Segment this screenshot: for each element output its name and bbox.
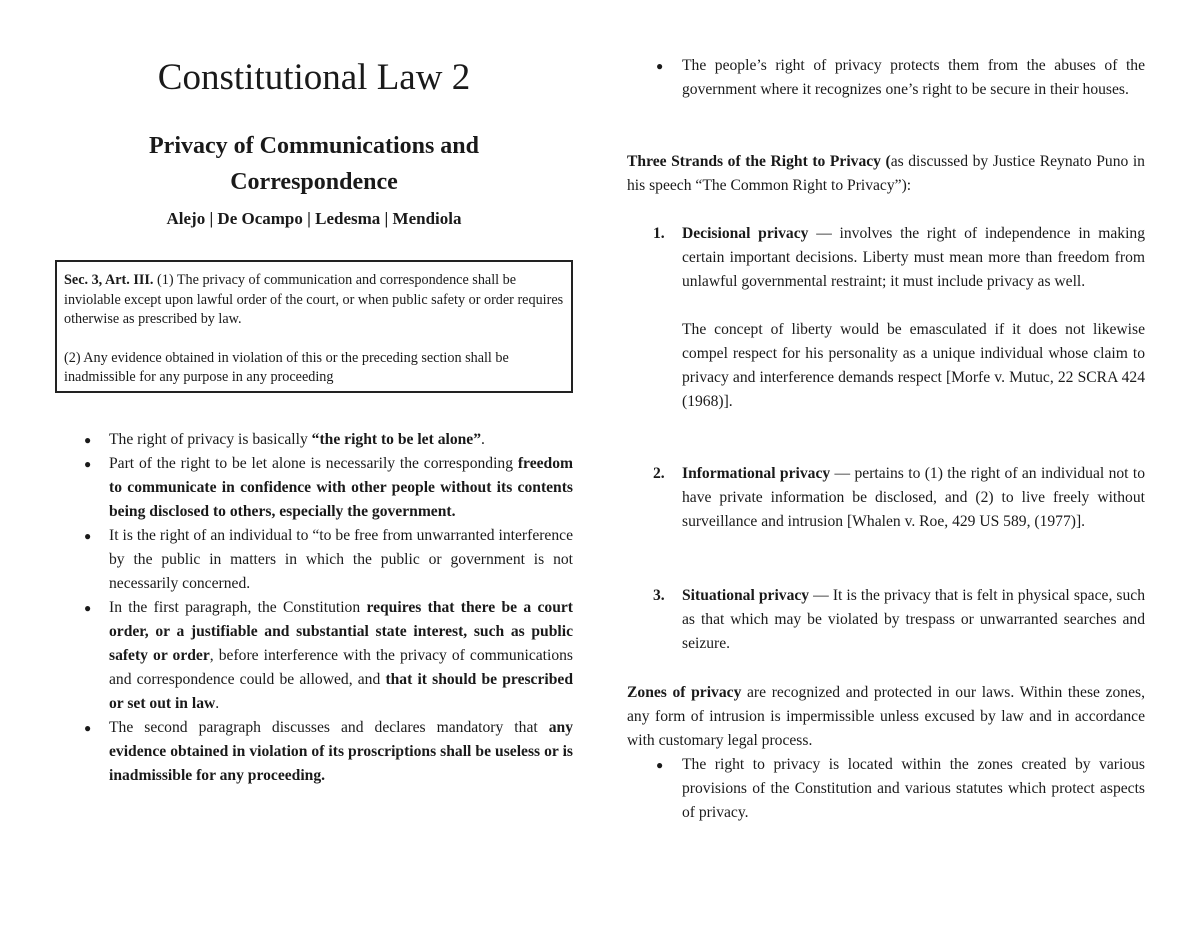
- bullet-text: The people’s right of privacy protects them from the abuses of the government where it recognizes one’s right to be secure in their houses.: [682, 57, 1145, 98]
- strand-informational: [627, 462, 1145, 534]
- bullet-dot-icon: ●: [84, 433, 92, 447]
- strand-decisional: [627, 222, 1145, 414]
- list-item: [55, 716, 573, 788]
- bullet-text: , before interference with the privacy of communications and correspondence could be allowed, and: [109, 647, 573, 688]
- bullet-text: The right of privacy is basically: [109, 431, 312, 448]
- provision-reference: Sec. 3, Art. III.: [64, 272, 154, 288]
- bullet-dot-icon: ●: [84, 721, 92, 735]
- constitutional-provision-box: [55, 260, 573, 393]
- strand-definition: [682, 462, 1145, 534]
- strand-situational: [627, 584, 1145, 656]
- strand-number: 3.: [653, 587, 665, 604]
- bullet-dot-icon: ●: [84, 529, 92, 543]
- subtitle-line-1: Privacy of Communications and: [149, 133, 479, 159]
- bullet-dot-icon: ●: [656, 758, 664, 772]
- strand-definition: [682, 222, 1145, 294]
- strand-term: Informational privacy: [682, 465, 831, 482]
- subtitle-line-2: Correspondence: [230, 169, 398, 195]
- list-item: [55, 524, 573, 596]
- list-item: [627, 54, 1145, 102]
- bullet-dot-icon: ●: [656, 59, 664, 73]
- strands-heading: Three Strands of the Right to Privacy (: [627, 153, 891, 170]
- document-title: Constitutional Law 2: [157, 57, 471, 98]
- list-item: [55, 428, 573, 452]
- provision-paragraph-1: [64, 271, 564, 330]
- bullet-dot-icon: ●: [84, 601, 92, 615]
- bullet-dot-icon: ●: [84, 457, 92, 471]
- strand-term: Decisional privacy: [682, 225, 809, 242]
- strand-text: — pertains to (1) the right of an individual not to have private information be disclosed, and (2) to live freely without surveillance and intrusion [Whalen v. Roe, 429 US 589, (1977)].: [682, 465, 1145, 530]
- bullet-text: It is the right of an individual to “to be free from unwarranted interference by the public in matters in which the public or government is not necessarily concerned.: [109, 527, 573, 592]
- bullet-text: .: [215, 695, 220, 712]
- bullet-bold-text: any evidence obtained in violation of its proscriptions shall be useless or is inadmissible for any proceeding.: [109, 719, 573, 784]
- document-subtitle: [55, 128, 573, 200]
- bullet-text: In the first paragraph, the Constitution: [109, 599, 367, 616]
- bullet-bold-text: that it should be prescribed or set out in law: [109, 671, 573, 712]
- provision-paragraph-2: (2) Any evidence obtained in violation of this or the preceding section shall be inadmissible for any purpose in any proceeding: [64, 349, 509, 385]
- strand-number: 2.: [653, 465, 665, 482]
- strands-intro-paragraph: [627, 150, 1145, 198]
- strand-text: — It is the privacy that is felt in physical space, such as that which may be violated by trespass or unwarranted searches and seizure.: [682, 587, 1145, 652]
- zones-term: Zones of privacy: [627, 684, 742, 701]
- strands-intro-text: as discussed by Justice Reynato Puno in his speech “The Common Right to Privacy”):: [627, 153, 1145, 194]
- left-bullet-list: [55, 428, 573, 788]
- list-item: [627, 753, 1145, 825]
- bullet-text: Part of the right to be let alone is necessarily the corresponding: [109, 455, 518, 472]
- bullet-bold-text: “the right to be let alone”: [311, 431, 482, 448]
- zones-bullet-list: [627, 753, 1145, 825]
- bullet-text: .: [481, 431, 485, 448]
- list-item: [55, 452, 573, 524]
- right-top-bullet-list: [627, 54, 1145, 102]
- authors-line: Alejo | De Ocampo | Ledesma | Mendiola: [166, 209, 462, 228]
- provision-text-1: (1) The privacy of communication and correspondence shall be inviolable except upon lawful order of the court, or when public safety or order requires otherwise as prescribed by law.: [64, 272, 564, 327]
- zones-text: are recognized and protected in our laws. Within these zones, any form of intrusion is impermissible unless excused by law and in accordance with customary legal process.: [627, 684, 1145, 749]
- strand-number: 1.: [653, 225, 665, 242]
- strand-definition: [682, 584, 1145, 656]
- bullet-bold-text: freedom to communicate in confidence with other people without its contents being disclosed to others, especially the government.: [109, 455, 573, 520]
- bullet-bold-text: requires that there be a court order, or a justifiable and substantial state interest, such as public safety or order: [109, 599, 573, 664]
- strand-term: Situational privacy: [682, 587, 810, 604]
- list-item: [55, 596, 573, 716]
- zones-paragraph: [627, 681, 1145, 753]
- bullet-text: The second paragraph discusses and declares mandatory that: [109, 719, 549, 736]
- strand-quote: The concept of liberty would be emasculated if it does not likewise compel respect for his personality as a unique individual whose claim to privacy and interference demands respect [Morfe v. Mutuc, 22 SCRA 424 (1968)].: [682, 321, 1145, 410]
- bullet-text: The right to privacy is located within the zones created by various provisions of the Constitution and various statutes which protect aspects of privacy.: [682, 756, 1145, 821]
- strand-text: — involves the right of independence in making certain important decisions. Liberty must mean more than freedom from unlawful governmental restraint; it must include privacy as well.: [682, 225, 1145, 290]
